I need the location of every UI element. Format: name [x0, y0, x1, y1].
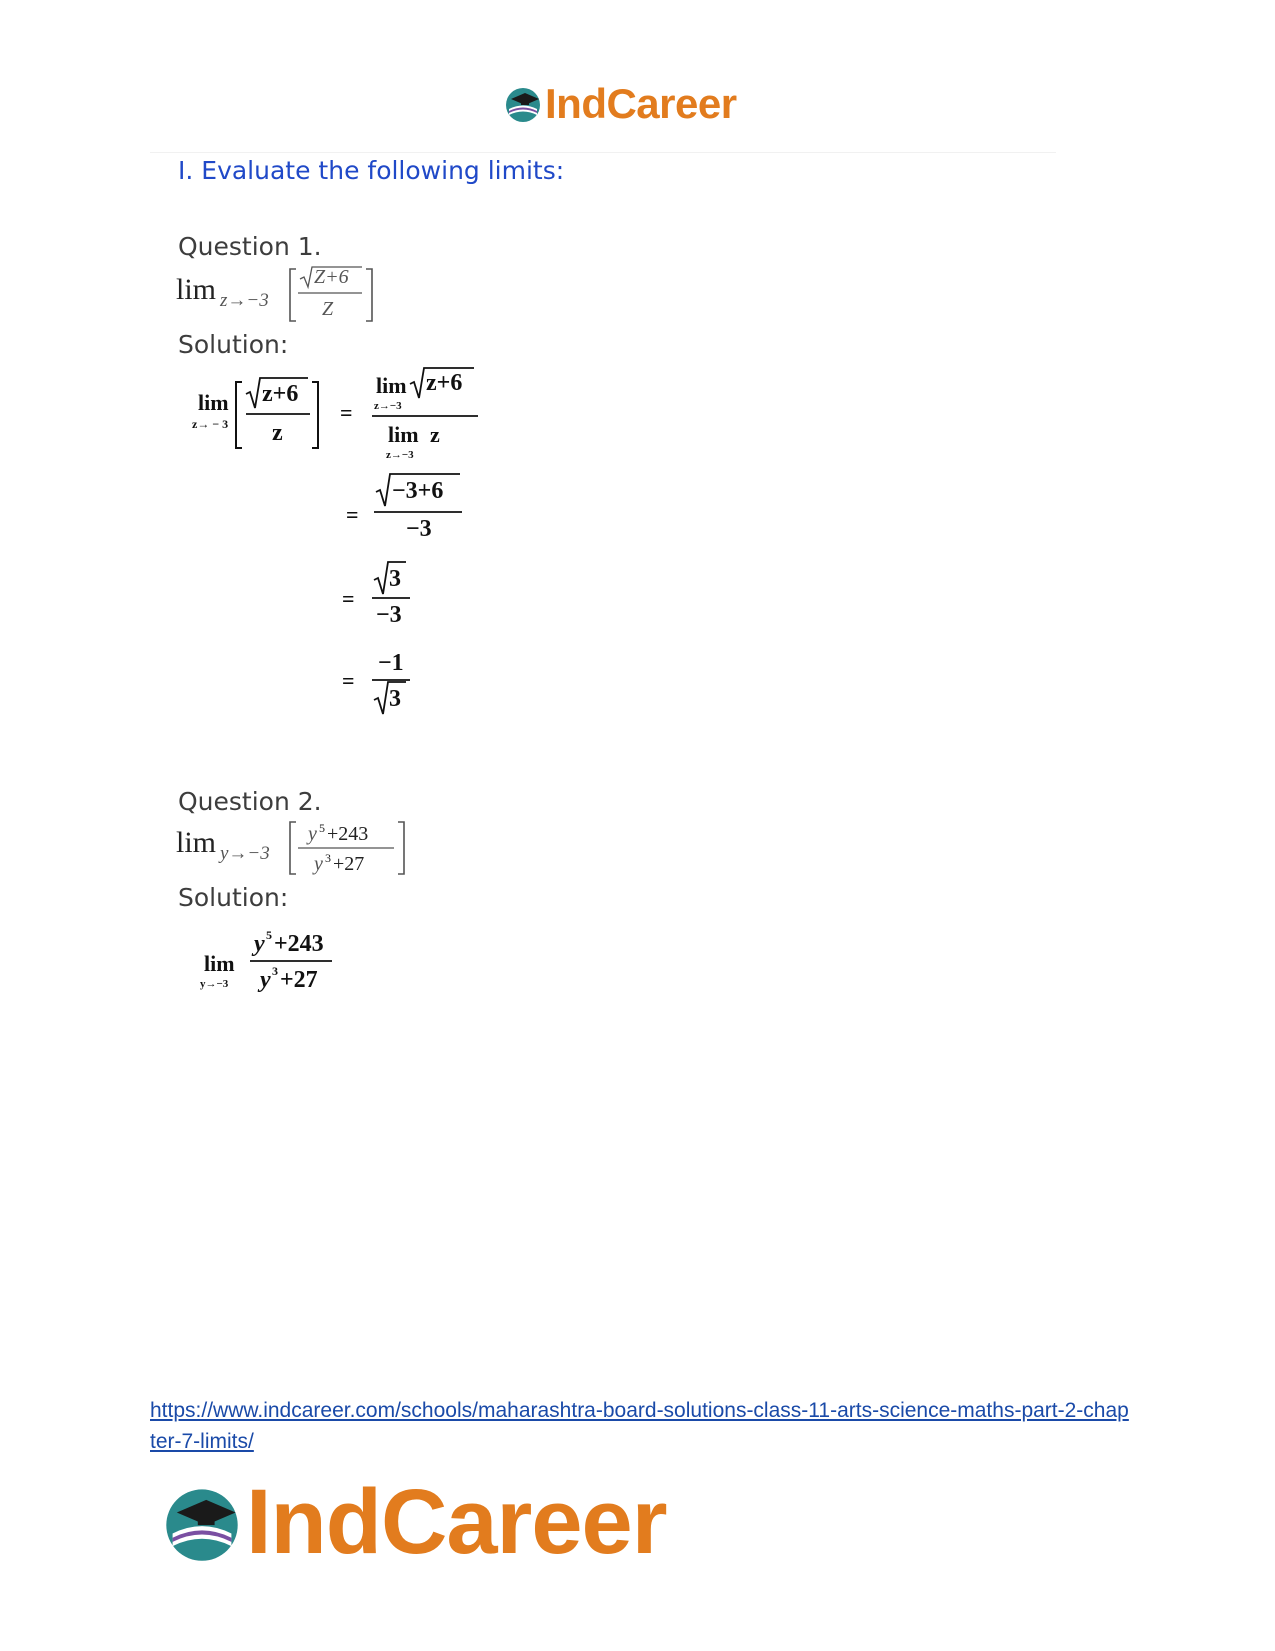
lim-subscript: z→−3 [220, 290, 269, 311]
lim-operator: lim [388, 422, 419, 447]
lim-subscript: y→−3 [220, 843, 270, 864]
denominator-base: y [260, 967, 271, 993]
fraction-numerator: z+6 [262, 381, 299, 407]
logo-wordmark: IndCareer [246, 1471, 667, 1573]
fraction-denominator: 3 [389, 686, 401, 712]
fraction-numerator: Z+6 [314, 266, 349, 288]
numerator-rest: +243 [274, 931, 324, 957]
question-1-solution-label: Solution: [178, 330, 289, 359]
numerator-base: y [308, 823, 317, 845]
equals-sign: = [342, 668, 355, 693]
lim-subscript: y→−3 [200, 978, 229, 990]
source-url-link[interactable]: https://www.indcareer.com/schools/maharashtra-board-solutions-class-11-arts-science-maths-part-2-chapter-7-limits/ [150, 1399, 1129, 1453]
denominator-exponent: 3 [325, 851, 331, 865]
fraction-denominator: −3 [406, 516, 432, 542]
equals-sign: = [342, 586, 355, 611]
equals-sign: = [340, 400, 353, 425]
lim-subscript: z→ − 3 [192, 417, 229, 431]
question-2-solution-steps [198, 925, 358, 997]
lim-subscript: z→−3 [374, 400, 402, 412]
question-2-expression [176, 816, 416, 880]
section-heading: I. Evaluate the following limits: [178, 156, 565, 185]
question-2-label: Question 2. [178, 787, 322, 816]
numerator-base: y [254, 931, 265, 957]
lim-operator: lim [198, 390, 229, 415]
denominator-rest: +27 [280, 967, 318, 993]
lim-subscript: z→−3 [386, 449, 414, 461]
header-logo[interactable] [503, 80, 737, 128]
lim-operator: lim [176, 826, 217, 859]
question-2-solution-label: Solution: [178, 883, 289, 912]
footer-logo[interactable] [160, 1470, 667, 1575]
fraction-numerator: z+6 [426, 370, 463, 396]
numerator-exponent: 5 [266, 928, 272, 942]
question-1-expression [176, 263, 406, 327]
denominator-exponent: 3 [272, 964, 278, 978]
graduation-book-icon [503, 84, 543, 124]
numerator-rest: +243 [327, 823, 369, 845]
question-1-label: Question 1. [178, 232, 322, 261]
question-1-solution-steps [190, 368, 510, 718]
fraction-denominator: −3 [376, 602, 402, 628]
fraction-denominator: Z [322, 298, 334, 320]
header-divider [150, 152, 1056, 153]
denominator-rest: +27 [333, 853, 365, 875]
fraction-numerator: −3+6 [392, 478, 444, 504]
logo-wordmark: IndCareer [545, 80, 737, 127]
fraction-denominator: z [430, 422, 440, 447]
graduation-book-icon [160, 1481, 244, 1565]
numerator-exponent: 5 [319, 821, 325, 835]
denominator-base: y [314, 853, 323, 875]
lim-operator: lim [204, 951, 235, 976]
fraction-numerator: −1 [378, 650, 404, 676]
fraction-denominator: z [272, 420, 283, 446]
fraction-numerator: 3 [389, 566, 401, 592]
lim-operator: lim [376, 373, 407, 398]
lim-operator: lim [176, 273, 217, 306]
equals-sign: = [346, 502, 359, 527]
